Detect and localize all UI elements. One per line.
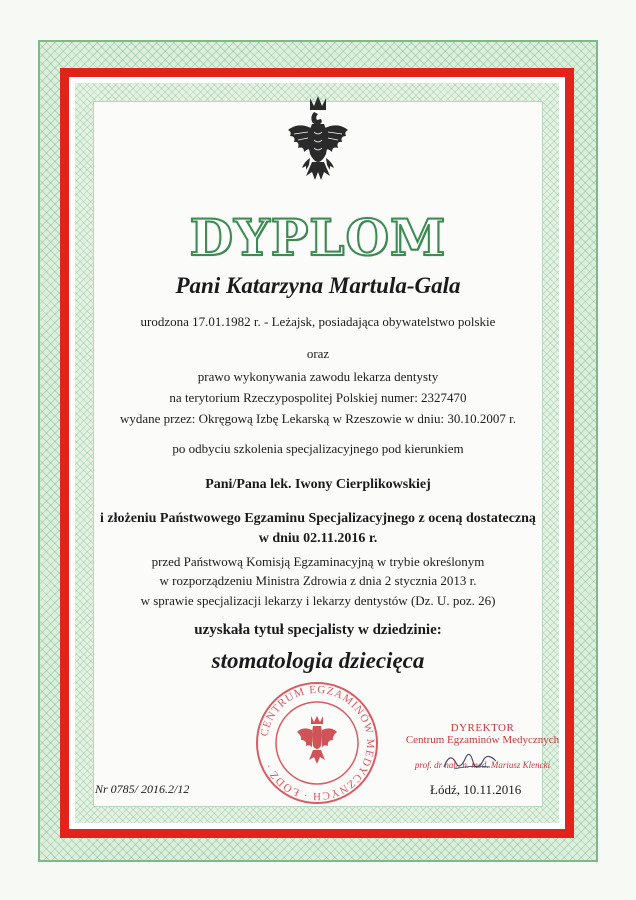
issued-by-line: wydane przez: Okręgową Izbę Lekarską w Rzeszowie w dniu: 30.10.2007 r. bbox=[119, 411, 516, 426]
right-to-practice-line: prawo wykonywania zawodu lekarza dentysty bbox=[197, 369, 439, 384]
director-name: prof. dr hab. n. med. Mariusz Klencki bbox=[414, 760, 551, 770]
commission-line-3: w sprawie specjalizacji lekarzy i lekarzy dentystów (Dz. U. poz. 26) bbox=[140, 593, 496, 608]
exam-date-line: w dniu 02.11.2016 r. bbox=[258, 531, 378, 546]
director-title: DYREKTOR bbox=[450, 722, 515, 734]
training-line: po odbyciu szkolenia specjalizacyjnego pod kierunkiem bbox=[172, 441, 464, 456]
polish-eagle-emblem-icon bbox=[284, 92, 352, 196]
specialty-name: stomatologia dziecięca bbox=[211, 648, 425, 673]
license-number-line: na terytorium Rzeczypospolitej Polskiej numer: 2327470 bbox=[169, 390, 467, 405]
diploma-title: DYPLOM bbox=[189, 208, 447, 267]
handwritten-signature-icon bbox=[440, 747, 500, 775]
document-number: Nr 0785/ 2016.2/12 bbox=[95, 782, 190, 796]
oraz-line: oraz bbox=[306, 346, 330, 361]
official-round-seal-icon bbox=[254, 680, 380, 806]
seal-text: CENTRUM EGZAMINÓW MEDYCZNYCH · ŁÓDŹ · bbox=[258, 683, 377, 803]
birth-line: urodzona 17.01.1982 r. - Leżajsk, posiadająca obywatelstwo polskie bbox=[140, 314, 496, 329]
commission-line-2: w rozporządzeniu Ministra Zdrowia z dnia 2 stycznia 2013 r. bbox=[159, 573, 477, 588]
commission-line-1: przed Państwową Komisją Egzaminacyjną w trybie określonym bbox=[151, 554, 485, 569]
exam-line: i złożeniu Państwowego Egzaminu Specjalizacyjnego z oceną dostateczną bbox=[100, 511, 536, 526]
specialist-title-line: uzyskała tytuł specjalisty w dziedzinie: bbox=[194, 622, 442, 638]
recipient-name: Pani Katarzyna Martula-Gala bbox=[175, 273, 461, 298]
place-and-date: Łódź, 10.11.2016 bbox=[430, 782, 522, 797]
supervisor-line: Pani/Pana lek. Iwony Cierplikowskiej bbox=[205, 477, 431, 492]
director-institution: Centrum Egzaminów Medycznych bbox=[405, 734, 560, 746]
